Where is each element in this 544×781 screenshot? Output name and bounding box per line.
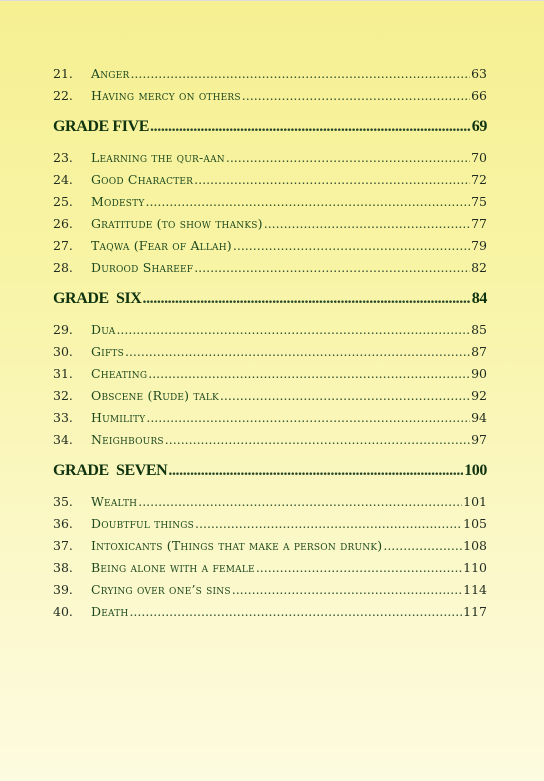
entry-number: 24. [53, 172, 73, 187]
entry-number: 35. [53, 494, 73, 509]
entry-page: 79 [471, 238, 487, 253]
entry-page: 90 [471, 366, 487, 381]
entry-title: Doubtful things [91, 516, 195, 531]
entry-page: 114 [463, 582, 487, 597]
entry-title: Learning the qur-aan [91, 150, 225, 165]
entry-number: 28. [53, 260, 73, 275]
dot-leader [150, 107, 471, 147]
entry-page: 85 [471, 322, 487, 337]
dot-leader [220, 385, 470, 407]
entry-number: 27. [53, 238, 73, 253]
entry-title: Modesty [91, 194, 145, 209]
toc-entry [53, 385, 487, 407]
entry-title: Gifts [91, 344, 124, 359]
entry-page: 72 [471, 172, 487, 187]
entry-page: 97 [471, 432, 487, 447]
toc-entry [53, 213, 487, 235]
dot-leader [242, 85, 470, 107]
toc-entry [53, 341, 487, 363]
entry-title: Good Character [91, 172, 194, 187]
grade-label: GRADE SEVEN [53, 462, 168, 479]
entry-number: 22. [53, 88, 73, 103]
toc-entry [53, 513, 487, 535]
entry-title: Intoxicants (Things that make a person drunk) [91, 538, 383, 553]
dot-leader [256, 557, 462, 579]
entry-title: Wealth [91, 494, 138, 509]
toc-entry [53, 85, 487, 107]
dot-leader [125, 341, 470, 363]
entry-page: 87 [471, 344, 487, 359]
dot-leader [195, 513, 462, 535]
toc-entry [53, 363, 487, 385]
entry-title: Neighbours [91, 432, 164, 447]
toc-entry [53, 319, 487, 341]
dot-leader [138, 491, 462, 513]
entry-page: 82 [471, 260, 487, 275]
toc-entry [53, 491, 487, 513]
entry-number: 39. [53, 582, 73, 597]
toc-entry [53, 579, 487, 601]
toc-entry [53, 429, 487, 451]
dot-leader [232, 579, 462, 601]
entry-page: 75 [471, 194, 487, 209]
dot-leader [145, 191, 470, 213]
entry-page: 110 [463, 560, 487, 575]
dot-leader [116, 319, 470, 341]
entry-number: 33. [53, 410, 73, 425]
dot-leader [148, 363, 470, 385]
dot-leader [233, 235, 470, 257]
dot-leader [142, 279, 470, 319]
entry-number: 31. [53, 366, 73, 381]
entry-page: 92 [471, 388, 487, 403]
toc-entry [53, 257, 487, 279]
entry-title: Cheating [91, 366, 148, 381]
entry-title: Taqwa (Fear of Allah) [91, 238, 232, 253]
entry-title: Anger [91, 66, 130, 81]
dot-leader [146, 407, 470, 429]
grade-page: 100 [464, 462, 487, 479]
dot-leader [383, 535, 462, 557]
entry-title: Being alone with a female [91, 560, 255, 575]
toc-entry [53, 557, 487, 579]
entry-title: Crying over one’s sins [91, 582, 231, 597]
dot-leader [194, 257, 470, 279]
dot-leader [194, 169, 470, 191]
grade-heading-five [53, 107, 487, 147]
entry-number: 32. [53, 388, 73, 403]
entry-number: 38. [53, 560, 73, 575]
toc-entry [53, 191, 487, 213]
entry-number: 36. [53, 516, 73, 531]
entry-title: Durood Shareef [91, 260, 194, 275]
dot-leader [165, 429, 470, 451]
toc-entry [53, 535, 487, 557]
entry-title: Gratitude (to show thanks) [91, 216, 263, 231]
toc-entry [53, 407, 487, 429]
dot-leader [168, 451, 463, 491]
entry-page: 94 [471, 410, 487, 425]
entry-page: 70 [471, 150, 487, 165]
toc-entry [53, 235, 487, 257]
dot-leader [130, 63, 470, 85]
toc-entry [53, 147, 487, 169]
table-of-contents [53, 63, 487, 623]
entry-number: 29. [53, 322, 73, 337]
dot-leader [129, 601, 462, 623]
entry-title: Dua [91, 322, 116, 337]
grade-heading-seven [53, 451, 487, 491]
entry-page: 101 [463, 494, 487, 509]
entry-number: 26. [53, 216, 73, 231]
entry-page: 63 [471, 66, 487, 81]
grade-heading-six [53, 279, 487, 319]
grade-page: 84 [471, 290, 487, 307]
dot-leader [226, 147, 470, 169]
toc-entry [53, 601, 487, 623]
toc-entry [53, 169, 487, 191]
entry-number: 37. [53, 538, 73, 553]
entry-number: 30. [53, 344, 73, 359]
entry-number: 23. [53, 150, 73, 165]
entry-title: Humility [91, 410, 146, 425]
toc-entry [53, 63, 487, 85]
entry-number: 34. [53, 432, 73, 447]
entry-number: 25. [53, 194, 73, 209]
entry-title: Obscene (Rude) talk [91, 388, 219, 403]
grade-label: GRADE FIVE [53, 118, 150, 135]
grade-label: GRADE SIX [53, 290, 142, 307]
grade-page: 69 [471, 118, 487, 135]
dot-leader [264, 213, 470, 235]
entry-page: 77 [471, 216, 487, 231]
entry-title: Having mercy on others [91, 88, 241, 103]
entry-title: Death [91, 604, 129, 619]
entry-page: 108 [463, 538, 487, 553]
entry-page: 105 [463, 516, 487, 531]
entry-page: 117 [463, 604, 487, 619]
entry-number: 21. [53, 66, 73, 81]
entry-page: 66 [471, 88, 487, 103]
entry-number: 40. [53, 604, 73, 619]
